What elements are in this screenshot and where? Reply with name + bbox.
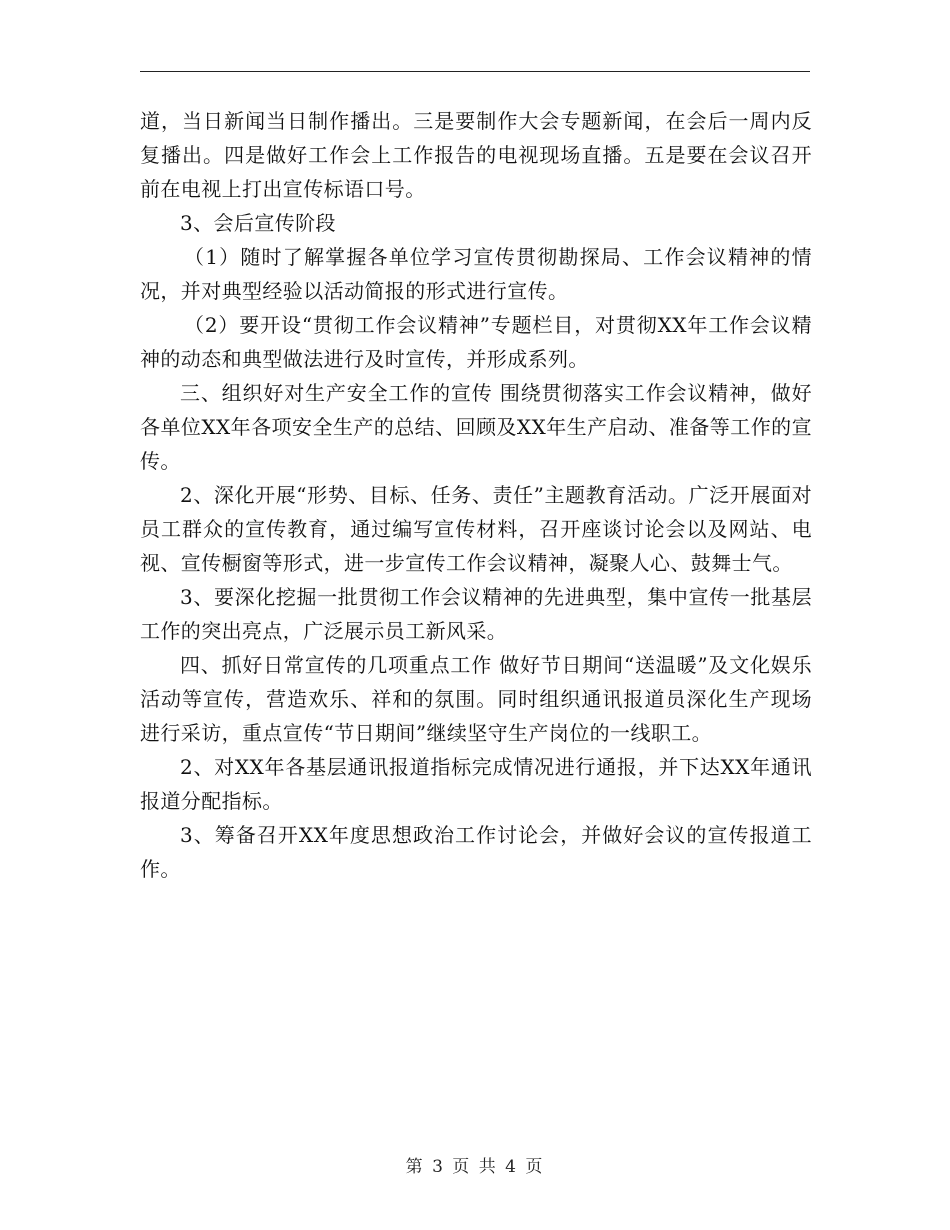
page-number-footer: 第 3 页 共 4 页 [405,1157,545,1177]
heading-post-meeting-stage: 3、会后宣传阶段 [180,211,336,235]
paragraph-section-three-point-2: 2、深化开展“形势、目标、任务、责任”主题教育活动。广泛开展面对员工群众的宣传教育，通过编写宣传材料，召开座谈讨论会以及网站、电视、宣传橱窗等形式，进一步宣传工作会议精神，凝聚人心、鼓舞士气。 [140,483,812,575]
paragraph-continuation: 道，当日新闻当日制作播出。三是要制作大会专题新闻，在会后一周内反复播出。四是做好工作会上工作报告的电视现场直播。五是要在会议召开前在电视上打出宣传标语口号。 [140,109,812,201]
paragraph-section-three: 三、组织好对生产安全工作的宣传 围绕贯彻落实工作会议精神，做好各单位XX年各项安全生产的总结、回顾及XX年生产启动、准备等工作的宣传。 [140,381,812,473]
paragraph-section-four-point-3: 3、筹备召开XX年度思想政治工作讨论会，并做好会议的宣传报道工作。 [140,823,812,881]
document-body [140,104,812,886]
paragraph-item-1: （1）随时了解掌握各单位学习宣传贯彻勘探局、工作会议精神的情况，并对典型经验以活动简报的形式进行宣传。 [140,245,812,303]
paragraph-section-three-point-3: 3、要深化挖掘一批贯彻工作会议精神的先进典型，集中宣传一批基层工作的突出亮点，广泛展示员工新风采。 [140,585,812,643]
header-rule [140,71,810,72]
paragraph-section-four-point-2: 2、对XX年各基层通讯报道指标完成情况进行通报，并下达XX年通讯报道分配指标。 [140,755,812,813]
paragraph-item-2: （2）要开设“贯彻工作会议精神”专题栏目，对贯彻XX年工作会议精神的动态和典型做法进行及时宣传，并形成系列。 [140,313,812,371]
paragraph-section-four: 四、抓好日常宣传的几项重点工作 做好节日期间“送温暖”及文化娱乐活动等宣传，营造欢乐、祥和的氛围。同时组织通讯报道员深化生产现场进行采访，重点宣传“节日期间”继续坚守生产岗位的一线职工。 [140,653,812,745]
